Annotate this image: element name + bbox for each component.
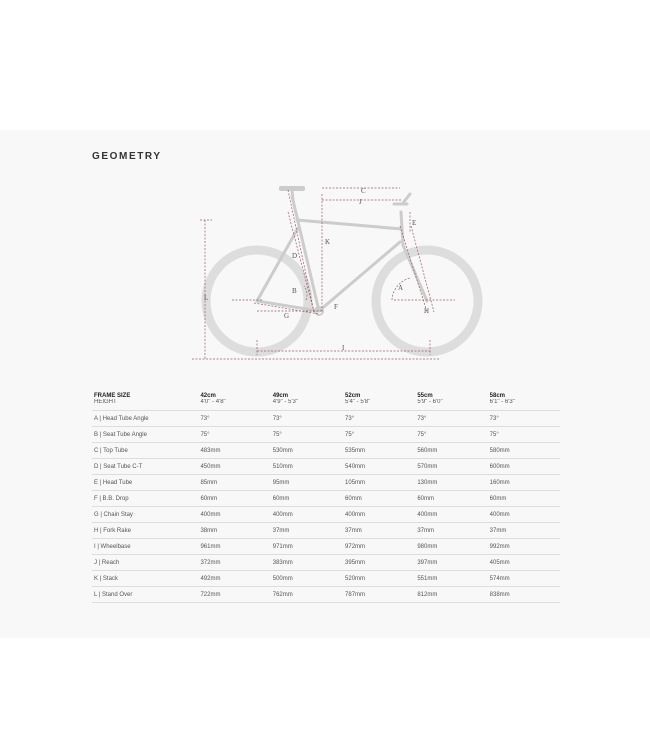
label-h: H [424,307,430,315]
table-cell: J | Reach [92,555,198,571]
table-cell: 73° [343,411,415,427]
table-cell: 560mm [415,443,487,459]
table-cell: 520mm [343,571,415,587]
label-b: B [292,287,297,295]
table-cell: 961mm [198,539,270,555]
table-cell: 105mm [343,475,415,491]
table-cell: 4'9" - 5'3" [272,399,298,405]
table-cell: 551mm [415,571,487,587]
table-cell: 75° [488,427,560,443]
table-row [92,475,560,491]
label-f: F [334,303,338,311]
table-cell: 570mm [415,459,487,475]
table-row [92,587,560,603]
table-row [92,539,560,555]
table-cell: K | Stack [92,571,198,587]
table-cell: 992mm [488,539,560,555]
table-cell: 60mm [271,491,343,507]
table-cell: 980mm [415,539,487,555]
table-cell: 787mm [343,587,415,603]
table-cell: 530mm [271,443,343,459]
label-g: G [284,312,290,320]
label-c: C [361,187,366,195]
table-cell: 60mm [343,491,415,507]
table-cell: 383mm [271,555,343,571]
header-cell: 49cm [272,393,289,399]
table-row [92,571,560,587]
table-cell: 5'4" - 5'8" [345,399,371,405]
height-row [92,399,560,411]
table-cell: 483mm [198,443,270,459]
table-cell: 574mm [488,571,560,587]
header-cell: 58cm [489,393,505,399]
table-cell: 510mm [271,459,343,475]
table-cell: 85mm [198,475,270,491]
table-cell: 722mm [198,587,270,603]
table-cell: 60mm [198,491,270,507]
table-cell: 6'1" - 6'3" [489,399,515,405]
seat-post [292,190,293,200]
table-cell: 400mm [488,507,560,523]
table-header-row [92,390,560,399]
table-cell: 60mm [488,491,560,507]
table-cell: 838mm [488,587,560,603]
label-a: A [398,284,404,292]
label-j: J [359,198,362,206]
table-cell: 400mm [343,507,415,523]
table-cell: L | Stand Over [92,587,198,603]
table-cell: 972mm [343,539,415,555]
table-row [92,523,560,539]
table-cell: 600mm [488,459,560,475]
table-cell: 395mm [343,555,415,571]
table-cell: 130mm [415,475,487,491]
table-cell: 450mm [198,459,270,475]
table-cell: 75° [271,427,343,443]
table-cell: 535mm [343,443,415,459]
label-i: I [342,344,345,352]
table-cell: 75° [343,427,415,443]
table-cell: C | Top Tube [92,443,198,459]
table-cell: H | Fork Rake [92,523,198,539]
table-cell: A | Head Tube Angle [92,411,198,427]
label-d: D [292,252,298,260]
table-cell: 812mm [415,587,487,603]
table-cell: 400mm [271,507,343,523]
table-cell: D | Seat Tube C-T [92,459,198,475]
table-cell: 37mm [488,523,560,539]
table-cell: 73° [271,411,343,427]
table-cell: 75° [415,427,487,443]
table-cell: 400mm [415,507,487,523]
table-cell: 580mm [488,443,560,459]
table-cell: 75° [198,427,270,443]
table-cell: 492mm [198,571,270,587]
table-cell: B | Seat Tube Angle [92,427,198,443]
table-cell: I | Wheelbase [92,539,198,555]
table-cell: F | B.B. Drop [92,491,198,507]
geometry-table [92,390,560,603]
table-row [92,459,560,475]
table-cell: 37mm [343,523,415,539]
table-cell: E | Head Tube [92,475,198,491]
table-cell: 762mm [271,587,343,603]
label-k: K [325,238,331,246]
table-cell: 397mm [415,555,487,571]
label-e: E [412,219,417,227]
section-title: GEOMETRY [92,151,162,162]
table-cell: 73° [198,411,270,427]
table-row [92,507,560,523]
table-cell: HEIGHT [94,399,117,405]
table-cell: 400mm [198,507,270,523]
table-row [92,491,560,507]
table-cell: 405mm [488,555,560,571]
header-cell: 52cm [345,393,361,399]
table-cell: 38mm [198,523,270,539]
table-row [92,427,560,443]
table-cell: 37mm [271,523,343,539]
header-cell: FRAME SIZE [94,393,131,399]
table-cell: 971mm [271,539,343,555]
table-cell: 372mm [198,555,270,571]
table-row [92,555,560,571]
header-cell: 42cm [200,393,216,399]
table-cell: 73° [488,411,560,427]
table-row [92,443,560,459]
table-cell: 5'9" - 6'0" [417,399,443,405]
table-cell: 95mm [271,475,343,491]
label-l: L [204,294,209,302]
table-cell: 37mm [415,523,487,539]
table-cell: 4'0" - 4'8" [200,399,226,405]
table-cell: 540mm [343,459,415,475]
table-cell: 500mm [271,571,343,587]
table-cell: G | Chain Stay [92,507,198,523]
table-cell: 73° [415,411,487,427]
header-cell: 55cm [417,393,433,399]
table-row [92,411,560,427]
table-cell: 160mm [488,475,560,491]
table-cell: 60mm [415,491,487,507]
